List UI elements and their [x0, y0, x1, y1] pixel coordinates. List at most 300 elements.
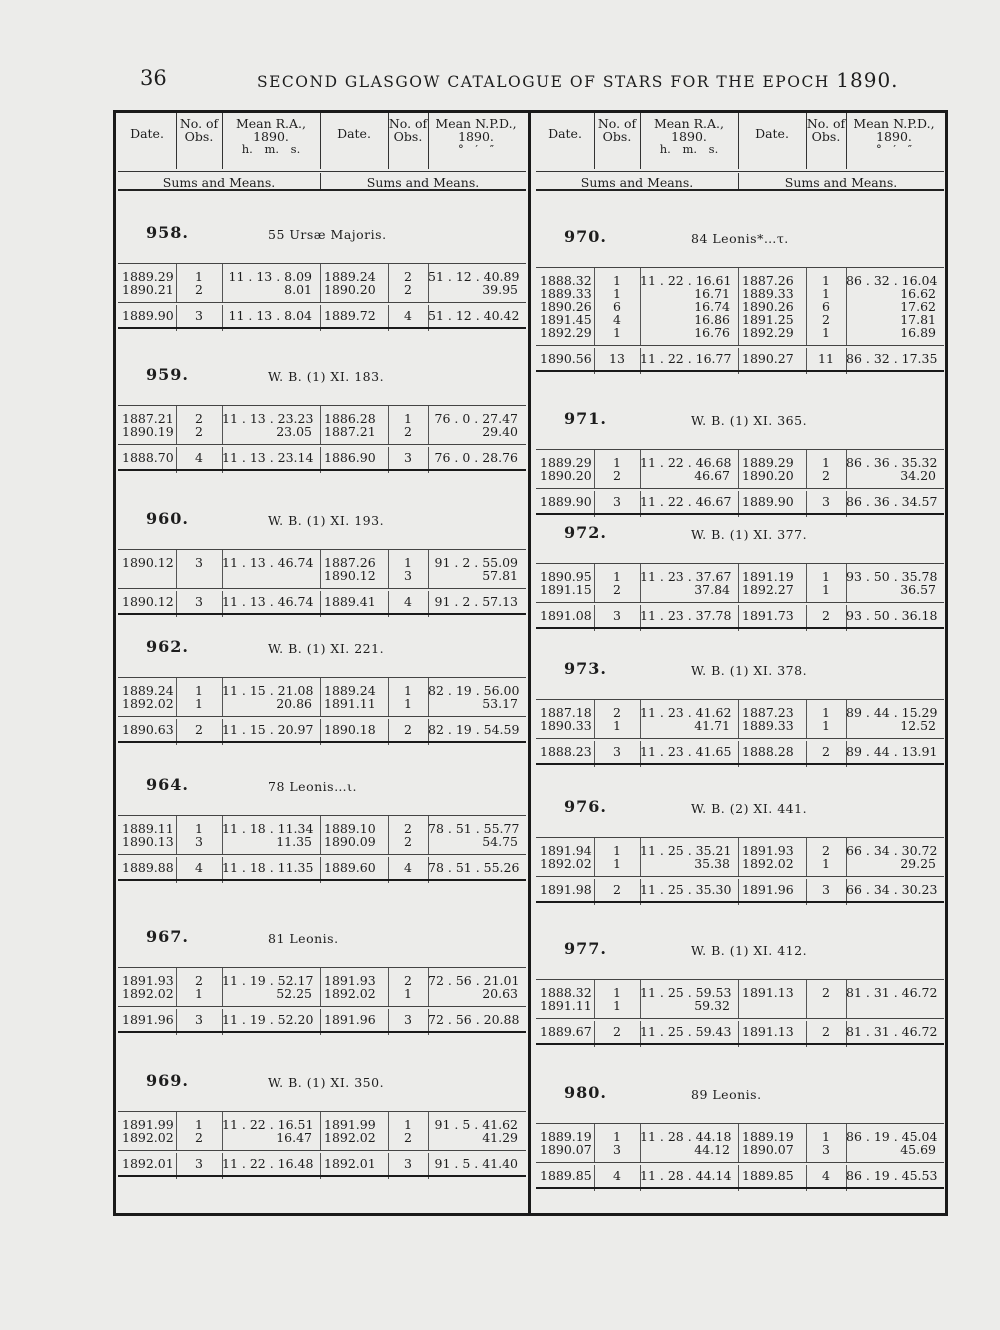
cell-o1: 1 — [613, 455, 621, 470]
ra-header-line: 1890. — [253, 129, 289, 144]
observation-rows — [118, 405, 526, 445]
cell-npd: 54.75 — [482, 834, 518, 849]
sum-npd: 51 . 12 . 40.42 — [428, 308, 520, 323]
cell-d1: 1891.11 — [540, 998, 592, 1013]
header-rule — [846, 113, 847, 169]
obs-header-line: Obs. — [393, 129, 423, 144]
cell-d2: 1892.02 — [324, 1130, 376, 1145]
cell-o1: 1 — [195, 696, 203, 711]
obs-header — [176, 117, 222, 143]
block-rule — [118, 613, 526, 615]
cell-o1: 1 — [613, 985, 621, 1000]
sum-o1: 2 — [195, 722, 203, 737]
obs-header-line: No. of — [388, 116, 428, 131]
cell-ra: 16.47 — [276, 1130, 312, 1145]
observation-rows — [118, 263, 526, 303]
right-column — [536, 113, 944, 1213]
sum-o2: 2 — [822, 608, 830, 623]
cell-ra: 11 . 25 . 59.53 — [640, 985, 732, 1000]
sum-ra: 11 . 23 . 41.65 — [640, 744, 732, 759]
observation-rows — [536, 699, 944, 739]
cell-o1: 1 — [613, 998, 621, 1013]
cell-ra: 11 . 23 . 37.67 — [640, 569, 732, 584]
cell-ra: 11 . 19 . 52.17 — [222, 973, 314, 988]
cell-o2: 2 — [404, 282, 412, 297]
sum-d2: 1889.41 — [324, 594, 376, 609]
cell-o2: 6 — [822, 299, 830, 314]
cell-npd: 20.63 — [482, 986, 518, 1001]
cell-o2: 1 — [822, 718, 830, 733]
table-header — [118, 113, 526, 191]
cell-o1: 1 — [195, 269, 203, 284]
cell-ra: 16.71 — [694, 286, 730, 301]
cell-npd: 51 . 12 . 40.89 — [428, 269, 520, 284]
cell-d2: 1891.93 — [742, 843, 794, 858]
header-rule — [118, 171, 526, 172]
sum-d2: 1886.90 — [324, 450, 376, 465]
observation-rows — [536, 979, 944, 1019]
star-name: 89 Leonis. — [691, 1087, 762, 1102]
star-name: 84 Leonis*…τ. — [691, 231, 789, 246]
sum-ra: 11 . 22 . 16.48 — [222, 1156, 314, 1171]
header-rule — [320, 113, 321, 169]
sum-ra: 11 . 13 . 8.04 — [228, 308, 312, 323]
star-name: 55 Ursæ Majoris. — [268, 227, 387, 242]
sum-npd: 86 . 36 . 34.57 — [846, 494, 938, 509]
cell-d1: 1888.32 — [540, 985, 592, 1000]
cell-o1: 1 — [195, 986, 203, 1001]
sum-o2: 2 — [404, 722, 412, 737]
sum-o1: 3 — [195, 594, 203, 609]
cell-ra: 16.74 — [694, 299, 730, 314]
cell-d2: 1886.28 — [324, 411, 376, 426]
npd-header-line: Mean N.P.D., — [853, 116, 935, 131]
cell-d2: 1889.24 — [324, 683, 376, 698]
npd-header-line: 1890. — [876, 129, 912, 144]
cell-o1: 1 — [613, 1129, 621, 1144]
cell-npd: 82 . 19 . 56.00 — [428, 683, 520, 698]
cell-o1: 2 — [613, 468, 621, 483]
cell-o1: 1 — [195, 683, 203, 698]
observation-rows — [118, 677, 526, 717]
cell-d1: 1890.07 — [540, 1142, 592, 1157]
cell-o1: 3 — [613, 1142, 621, 1157]
cell-o1: 1 — [613, 569, 621, 584]
npd-header-line: ° ′ ″ — [458, 142, 494, 156]
sum-o1: 13 — [609, 351, 625, 366]
cell-ra: 23.05 — [276, 424, 312, 439]
star-number: 969. — [146, 1071, 189, 1090]
cell-npd: 91 . 2 . 55.09 — [434, 555, 518, 570]
obs-header-line: No. of — [179, 116, 219, 131]
header-rule — [320, 173, 321, 189]
block-rule — [536, 901, 944, 903]
cell-d1: 1891.99 — [122, 1117, 174, 1132]
cell-npd: 29.40 — [482, 424, 518, 439]
sum-npd: 81 . 31 . 46.72 — [846, 1024, 938, 1039]
sum-ra: 11 . 13 . 23.14 — [222, 450, 314, 465]
sum-d1: 1890.12 — [122, 594, 174, 609]
column-rule — [738, 1124, 739, 1162]
cell-o2: 2 — [822, 985, 830, 1000]
sum-ra: 11 . 18 . 11.35 — [222, 860, 314, 875]
sum-npd: 76 . 0 . 28.76 — [434, 450, 518, 465]
sum-o1: 3 — [613, 608, 621, 623]
sum-d1: 1890.63 — [122, 722, 174, 737]
cell-o1: 1 — [195, 1117, 203, 1132]
cell-d2: 1892.02 — [324, 986, 376, 1001]
cell-o1: 2 — [195, 973, 203, 988]
column-rule — [738, 268, 739, 345]
star-name: W. B. (1) XI. 412. — [691, 943, 808, 958]
cell-d2: 1891.25 — [742, 312, 794, 327]
block-rule — [536, 627, 944, 629]
cell-o2: 3 — [822, 1142, 830, 1157]
cell-o1: 1 — [613, 843, 621, 858]
header-rule — [428, 113, 429, 169]
cell-o2: 1 — [404, 411, 412, 426]
column-rule — [320, 968, 321, 1006]
cell-o2: 1 — [404, 696, 412, 711]
block-rule — [118, 469, 526, 471]
star-number: 959. — [146, 365, 189, 384]
cell-d1: 1889.29 — [122, 269, 174, 284]
table-header — [536, 113, 944, 191]
cell-d1: 1891.15 — [540, 582, 592, 597]
observation-rows — [536, 837, 944, 877]
sum-npd: 86 . 19 . 45.53 — [846, 1168, 938, 1183]
observation-rows — [118, 1111, 526, 1151]
cell-d1: 1891.94 — [540, 843, 592, 858]
cell-ra: 44.12 — [694, 1142, 730, 1157]
sum-o1: 3 — [613, 744, 621, 759]
cell-o2: 2 — [822, 312, 830, 327]
cell-npd: 45.69 — [900, 1142, 936, 1157]
obs-header — [806, 117, 846, 143]
cell-ra: 11 . 23 . 41.62 — [640, 705, 732, 720]
cell-npd: 12.52 — [900, 718, 936, 733]
sum-npd: 86 . 32 . 17.35 — [846, 351, 938, 366]
sum-o2: 4 — [404, 308, 412, 323]
ra-header-line: 1890. — [671, 129, 707, 144]
sum-d1: 1889.90 — [540, 494, 592, 509]
header-rule — [640, 113, 641, 169]
cell-o2: 1 — [822, 856, 830, 871]
column-divider — [528, 110, 531, 1216]
cell-d2: 1887.26 — [324, 555, 376, 570]
date-header — [320, 117, 388, 140]
column-rule — [320, 550, 321, 588]
obs-header-line: Obs. — [811, 129, 841, 144]
star-name: W. B. (1) XI. 350. — [268, 1075, 385, 1090]
cell-d2: 1890.20 — [324, 282, 376, 297]
cell-o2: 1 — [822, 582, 830, 597]
column-rule — [738, 450, 739, 488]
sum-d1: 1889.85 — [540, 1168, 592, 1183]
observation-rows — [536, 563, 944, 603]
sum-o2: 3 — [404, 1012, 412, 1027]
star-number: 962. — [146, 637, 189, 656]
cell-d2: 1892.02 — [742, 856, 794, 871]
cell-o2: 2 — [404, 1130, 412, 1145]
cell-d1: 1890.13 — [122, 834, 174, 849]
star-number: 958. — [146, 223, 189, 242]
sums-and-means-label: Sums and Means. — [162, 175, 276, 190]
cell-o2: 1 — [404, 1117, 412, 1132]
sum-o2: 3 — [822, 882, 830, 897]
cell-npd: 57.81 — [482, 568, 518, 583]
sum-o1: 3 — [613, 494, 621, 509]
sum-d1: 1890.56 — [540, 351, 592, 366]
obs-header-line: Obs. — [602, 129, 632, 144]
cell-d1: 1892.02 — [122, 986, 174, 1001]
cell-d1: 1890.21 — [122, 282, 174, 297]
cell-o2: 2 — [404, 834, 412, 849]
cell-ra: 11 . 22 . 16.51 — [222, 1117, 314, 1132]
cell-o1: 6 — [613, 299, 621, 314]
sum-d2: 1891.96 — [742, 882, 794, 897]
cell-npd: 86 . 19 . 45.04 — [846, 1129, 938, 1144]
sum-ra: 11 . 22 . 46.67 — [640, 494, 732, 509]
cell-o1: 4 — [613, 312, 621, 327]
star-number: 980. — [564, 1083, 607, 1102]
cell-npd: 16.89 — [900, 325, 936, 340]
obs-header — [594, 117, 640, 143]
cell-ra: 11.35 — [276, 834, 312, 849]
date-header-line: Date. — [130, 126, 164, 141]
npd-header-line: 1890. — [458, 129, 494, 144]
star-number: 960. — [146, 509, 189, 528]
cell-ra: 11 . 28 . 44.18 — [640, 1129, 732, 1144]
star-number: 976. — [564, 797, 607, 816]
sum-d1: 1889.90 — [122, 308, 174, 323]
cell-npd: 53.17 — [482, 696, 518, 711]
cell-o2: 1 — [822, 705, 830, 720]
sum-o1: 4 — [613, 1168, 621, 1183]
sum-ra: 11 . 22 . 16.77 — [640, 351, 732, 366]
cell-o2: 2 — [822, 468, 830, 483]
cell-npd: 72 . 56 . 21.01 — [428, 973, 520, 988]
cell-npd: 34.20 — [900, 468, 936, 483]
date-header-line: Date. — [755, 126, 789, 141]
observation-rows — [118, 967, 526, 1007]
obs-header-line: Obs. — [184, 129, 214, 144]
cell-d2: 1891.13 — [742, 985, 794, 1000]
star-name: W. B. (1) XI. 221. — [268, 641, 385, 656]
sum-npd: 93 . 50 . 36.18 — [846, 608, 938, 623]
cell-d1: 1890.95 — [540, 569, 592, 584]
block-rule — [536, 1187, 944, 1189]
cell-npd: 41.29 — [482, 1130, 518, 1145]
header-rule — [738, 113, 739, 169]
sum-ra: 11 . 23 . 37.78 — [640, 608, 732, 623]
sum-npd: 66 . 34 . 30.23 — [846, 882, 938, 897]
star-number: 970. — [564, 227, 607, 246]
sum-o2: 4 — [404, 860, 412, 875]
cell-o1: 2 — [613, 582, 621, 597]
cell-npd: 78 . 51 . 55.77 — [428, 821, 520, 836]
observation-rows — [536, 449, 944, 489]
sum-npd: 89 . 44 . 13.91 — [846, 744, 938, 759]
cell-d1: 1892.02 — [122, 1130, 174, 1145]
cell-d2: 1890.12 — [324, 568, 376, 583]
sums-and-means-label: Sums and Means. — [580, 175, 694, 190]
sums-and-means-label: Sums and Means. — [784, 175, 898, 190]
sum-npd: 72 . 56 . 20.88 — [428, 1012, 520, 1027]
block-rule — [118, 327, 526, 329]
column-rule — [738, 980, 739, 1018]
cell-o2: 1 — [404, 986, 412, 1001]
cell-d2: 1890.07 — [742, 1142, 794, 1157]
star-name: 81 Leonis. — [268, 931, 339, 946]
cell-d2: 1892.29 — [742, 325, 794, 340]
cell-o2: 1 — [822, 569, 830, 584]
date-header — [738, 117, 806, 140]
cell-npd: 39.95 — [482, 282, 518, 297]
sum-o1: 2 — [613, 882, 621, 897]
sum-o2: 4 — [822, 1168, 830, 1183]
cell-o2: 2 — [404, 973, 412, 988]
sum-d1: 1888.70 — [122, 450, 174, 465]
observation-rows — [536, 1123, 944, 1163]
block-rule — [536, 763, 944, 765]
sum-d2: 1888.28 — [742, 744, 794, 759]
obs-header-line: No. of — [597, 116, 637, 131]
sum-ra: 11 . 25 . 35.30 — [640, 882, 732, 897]
sum-d1: 1892.01 — [122, 1156, 174, 1171]
star-name: 78 Leonis…ι. — [268, 779, 357, 794]
header-rule — [222, 113, 223, 169]
cell-ra: 11 . 25 . 35.21 — [640, 843, 732, 858]
sum-npd: 91 . 5 . 41.40 — [434, 1156, 518, 1171]
star-number: 971. — [564, 409, 607, 428]
cell-d1: 1892.29 — [540, 325, 592, 340]
cell-d2: 1890.09 — [324, 834, 376, 849]
cell-d1: 1891.93 — [122, 973, 174, 988]
cell-npd: 17.62 — [900, 299, 936, 314]
star-name: W. B. (2) XI. 441. — [691, 801, 808, 816]
sum-o2: 3 — [822, 494, 830, 509]
date-header-line: Date. — [548, 126, 582, 141]
sum-d2: 1889.72 — [324, 308, 376, 323]
sum-o2: 3 — [404, 450, 412, 465]
sum-d2: 1889.85 — [742, 1168, 794, 1183]
cell-o1: 1 — [613, 856, 621, 871]
cell-npd: 29.25 — [900, 856, 936, 871]
cell-o2: 1 — [822, 325, 830, 340]
cell-ra: 11 . 22 . 46.68 — [640, 455, 732, 470]
cell-o2: 1 — [822, 273, 830, 288]
sums-and-means-label: Sums and Means. — [366, 175, 480, 190]
star-name: W. B. (1) XI. 183. — [268, 369, 385, 384]
observation-rows — [118, 549, 526, 589]
column-rule — [320, 678, 321, 716]
star-number: 973. — [564, 659, 607, 678]
npd-header-line: Mean N.P.D., — [435, 116, 517, 131]
cell-d2: 1891.19 — [742, 569, 794, 584]
cell-d1: 1890.20 — [540, 468, 592, 483]
cell-npd: 86 . 36 . 35.32 — [846, 455, 938, 470]
cell-o1: 2 — [195, 424, 203, 439]
cell-npd: 89 . 44 . 15.29 — [846, 705, 938, 720]
cell-o1: 2 — [195, 1130, 203, 1145]
cell-d1: 1890.12 — [122, 555, 174, 570]
sum-o1: 4 — [195, 450, 203, 465]
sum-npd: 91 . 2 . 57.13 — [434, 594, 518, 609]
column-rule — [738, 838, 739, 876]
cell-o2: 3 — [404, 568, 412, 583]
cell-ra: 35.38 — [694, 856, 730, 871]
sum-o1: 3 — [195, 1012, 203, 1027]
cell-o2: 1 — [822, 455, 830, 470]
cell-d1: 1889.19 — [540, 1129, 592, 1144]
sum-d1: 1888.23 — [540, 744, 592, 759]
column-rule — [320, 1112, 321, 1150]
block-rule — [536, 513, 944, 515]
cell-d2: 1889.33 — [742, 286, 794, 301]
star-number: 964. — [146, 775, 189, 794]
cell-d2: 1891.99 — [324, 1117, 376, 1132]
cell-d2: 1891.11 — [324, 696, 376, 711]
block-rule — [536, 1043, 944, 1045]
sum-d2: 1891.96 — [324, 1012, 376, 1027]
date-header-line: Date. — [337, 126, 371, 141]
sum-ra: 11 . 13 . 46.74 — [222, 594, 314, 609]
cell-ra: 41.71 — [694, 718, 730, 733]
date-header — [536, 117, 594, 140]
cell-npd: 93 . 50 . 35.78 — [846, 569, 938, 584]
cell-d2: 1892.27 — [742, 582, 794, 597]
cell-o2: 2 — [822, 843, 830, 858]
cell-npd: 91 . 5 . 41.62 — [434, 1117, 518, 1132]
cell-d1: 1889.24 — [122, 683, 174, 698]
cell-o2: 1 — [822, 1129, 830, 1144]
header-rule — [176, 113, 177, 169]
column-rule — [320, 264, 321, 302]
cell-d1: 1889.33 — [540, 286, 592, 301]
cell-d2: 1887.21 — [324, 424, 376, 439]
cell-d2: 1891.93 — [324, 973, 376, 988]
cell-o2: 2 — [404, 269, 412, 284]
cell-d2: 1889.29 — [742, 455, 794, 470]
sum-o1: 3 — [195, 1156, 203, 1171]
cell-npd: 86 . 32 . 16.04 — [846, 273, 938, 288]
sum-d2: 1889.60 — [324, 860, 376, 875]
cell-d1: 1890.19 — [122, 424, 174, 439]
cell-d1: 1890.26 — [540, 299, 592, 314]
cell-ra: 8.01 — [284, 282, 312, 297]
cell-d1: 1892.02 — [540, 856, 592, 871]
sum-d1: 1889.88 — [122, 860, 174, 875]
cell-d2: 1887.26 — [742, 273, 794, 288]
cell-ra: 37.84 — [694, 582, 730, 597]
cell-o1: 3 — [195, 555, 203, 570]
cell-ra: 11 . 15 . 21.08 — [222, 683, 314, 698]
star-name: W. B. (1) XI. 378. — [691, 663, 808, 678]
sum-o1: 2 — [613, 1024, 621, 1039]
cell-d1: 1888.32 — [540, 273, 592, 288]
cell-o1: 2 — [195, 282, 203, 297]
ra-header-line: Mean R.A., — [653, 116, 725, 131]
obs-header-line: No. of — [806, 116, 846, 131]
cell-o1: 1 — [613, 325, 621, 340]
page-number: 36 — [140, 66, 167, 90]
sum-d1: 1891.96 — [122, 1012, 174, 1027]
sum-o1: 4 — [195, 860, 203, 875]
ra-header — [640, 117, 738, 156]
star-number: 967. — [146, 927, 189, 946]
sum-d1: 1889.67 — [540, 1024, 592, 1039]
